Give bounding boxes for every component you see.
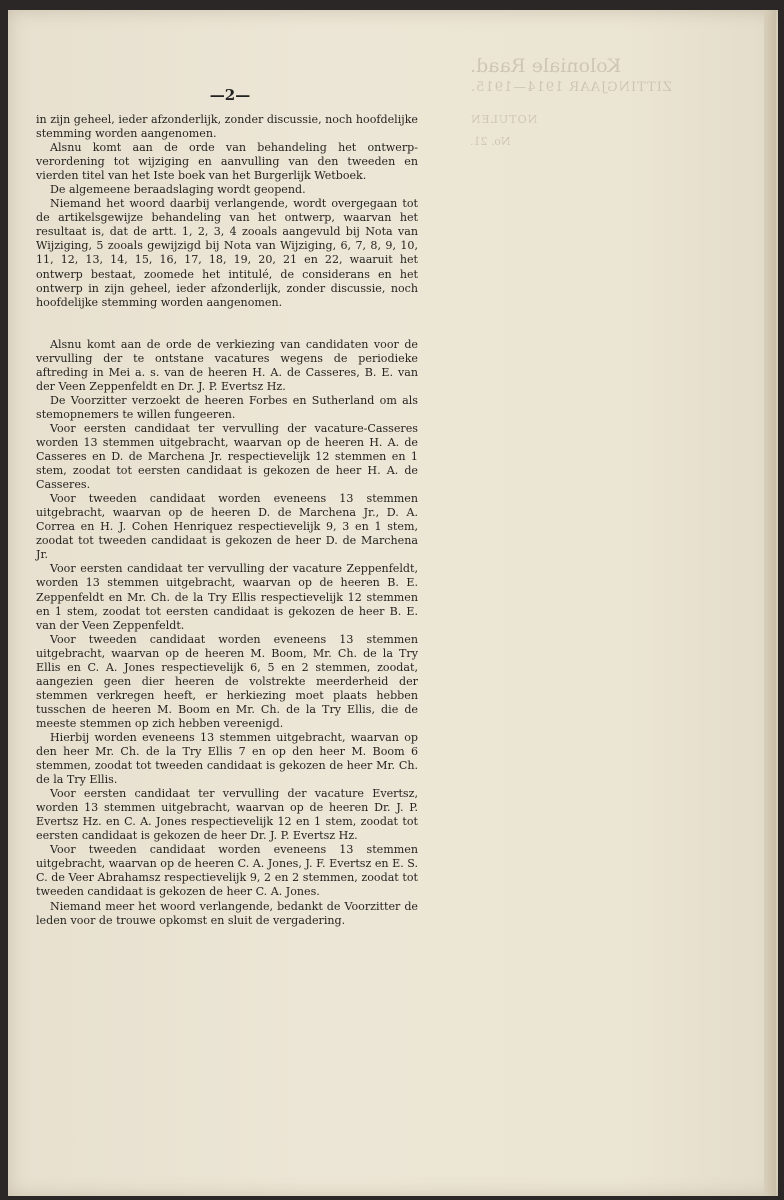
paragraph: Alsnu komt aan de orde de verkiezing van candidaten voor de vervulling der te ontstane vacatures wegens de periodieke aftreding in Mei a. s. van de heeren H. A. de Casseres, B. E. van der Veen Zeppenfeldt en Dr. J. P. Evertsz Hz. <box>36 337 418 393</box>
paragraph: Niemand het woord daarbij verlangende, wordt overgegaan tot de artikelsgewijze behandeling van het ontwerp, waarvan het resultaat is, dat de artt. 1, 2, 3, 4 zooals aangevuld bij Nota van Wijziging, 5 zooals gewijzigd bij Nota van Wijziging, 6, 7, 8, 9, 10, 11, 12, 13, 14, 15, 16, 17, 18, 19, 20, 21 en 22, waaruit het ontwerp bestaat, zoomede het intitulé, de considerans en het ontwerp in zijn geheel, ieder afzonderlijk, zonder discussie, noch hoofdelijke stemming worden aangenomen. <box>36 197 418 309</box>
paragraph: Voor tweeden candidaat worden eveneens 13 stemmen uitgebracht, waarvan op de heeren D. de Marchena Jr., D. A. Correa en H. J. Cohen Henriquez respectievelijk 9, 3 en 1 stem, zoodat tot tweeden candidaat is gekozen de heer D. de Marchena Jr. <box>36 492 418 562</box>
show-through-line-2: ZITTINGJAAR 1914—1915. <box>470 80 672 95</box>
show-through-line-1: Koloniale Raad. <box>470 55 622 77</box>
show-through-line-3: NOTULEN <box>470 113 538 126</box>
paragraph: De algemeene beraadslaging wordt geopend. <box>50 183 306 197</box>
paragraph: Hierbij worden eveneens 13 stemmen uitgebracht, waarvan op den heer Mr. Ch. de la Try Ellis 7 en op den heer M. Boom 6 stemmen, zoodat tot tweeden candidaat is gekozen de heer Mr. Ch. de la Try Ellis. <box>36 730 418 787</box>
paragraph: Voor eersten candidaat ter vervulling der vacature-Casseres worden 13 stemmen uitgebracht, waarvan op de heeren H. A. de Casseres en D. de Marchena Jr. respectievelijk 12 stemmen en 1 stem, zoodat tot eersten candidaat is gekozen de heer H. A. de Casseres. <box>36 421 418 492</box>
paragraph: De Voorzitter verzoekt de heeren Forbes en Sutherland om als stemopnemers te willen fungeeren. <box>36 393 418 421</box>
paragraph: in zijn geheel, ieder afzonderlijk, zonder discussie, noch hoofdelijke stemming worden aangenomen. <box>36 113 418 141</box>
paragraph: Niemand meer het woord verlangende, bedankt de Voorzitter de leden voor de trouwe opkomst en sluit de vergadering. <box>36 899 418 927</box>
text-column <box>36 113 418 928</box>
page-number: —2— <box>209 86 251 104</box>
paragraph: Voor eersten candidaat ter vervulling der vacature Evertsz, worden 13 stemmen uitgebracht, waarvan op de heeren Dr. J. P. Evertsz Hz. en C. A. Jones respectievelijk 12 en 1 stem, zoodat tot eersten candidaat is gekozen de heer Dr. J. P. Evertsz Hz. <box>36 787 418 843</box>
show-through-line-4: No. 21. <box>470 135 511 148</box>
paragraph: Voor tweeden candidaat worden eveneens 13 stemmen uitgebracht, waarvan op de heeren M. Boom, Mr. Ch. de la Try Ellis en C. A. Jones respectievelijk 6, 5 en 2 stemmen, zoodat, aangezien geen dier heeren de volstrekte meerderheid der stemmen verkregen heeft, er herkiezing moet plaats hebben tusschen de heeren M. Boom en Mr. Ch. de la Try Ellis, die de meeste stemmen op zich hebben vereenigd. <box>36 632 418 730</box>
page-edge <box>764 10 776 1196</box>
paragraph: Voor tweeden candidaat worden eveneens 13 stemmen uitgebracht, waarvan op de heeren C. A. Jones, J. F. Evertsz en E. S. C. de Veer Abrahamsz respectievelijk 9, 2 en 2 stemmen, zoodat tot tweeden candidaat is gekozen de heer C. A. Jones. <box>36 843 418 899</box>
show-through-text <box>470 55 760 153</box>
paragraph: Voor eersten candidaat ter vervulling der vacature Zeppenfeldt, worden 13 stemmen uitgebracht, waarvan op de heeren B. E. Zeppenfeldt en Mr. Ch. de la Try Ellis respectievelijk 12 stemmen en 1 stem, zoodat tot eersten candidaat is gekozen de heer B. E. van der Veen Zeppenfeldt. <box>36 562 418 632</box>
section-gap <box>36 310 418 338</box>
paragraph: Alsnu komt aan de orde van behandeling het ontwerp-verordening tot wijziging en aanvulling van den tweeden en vierden titel van het Iste boek van het Burgerlijk Wetboek. <box>36 141 418 183</box>
